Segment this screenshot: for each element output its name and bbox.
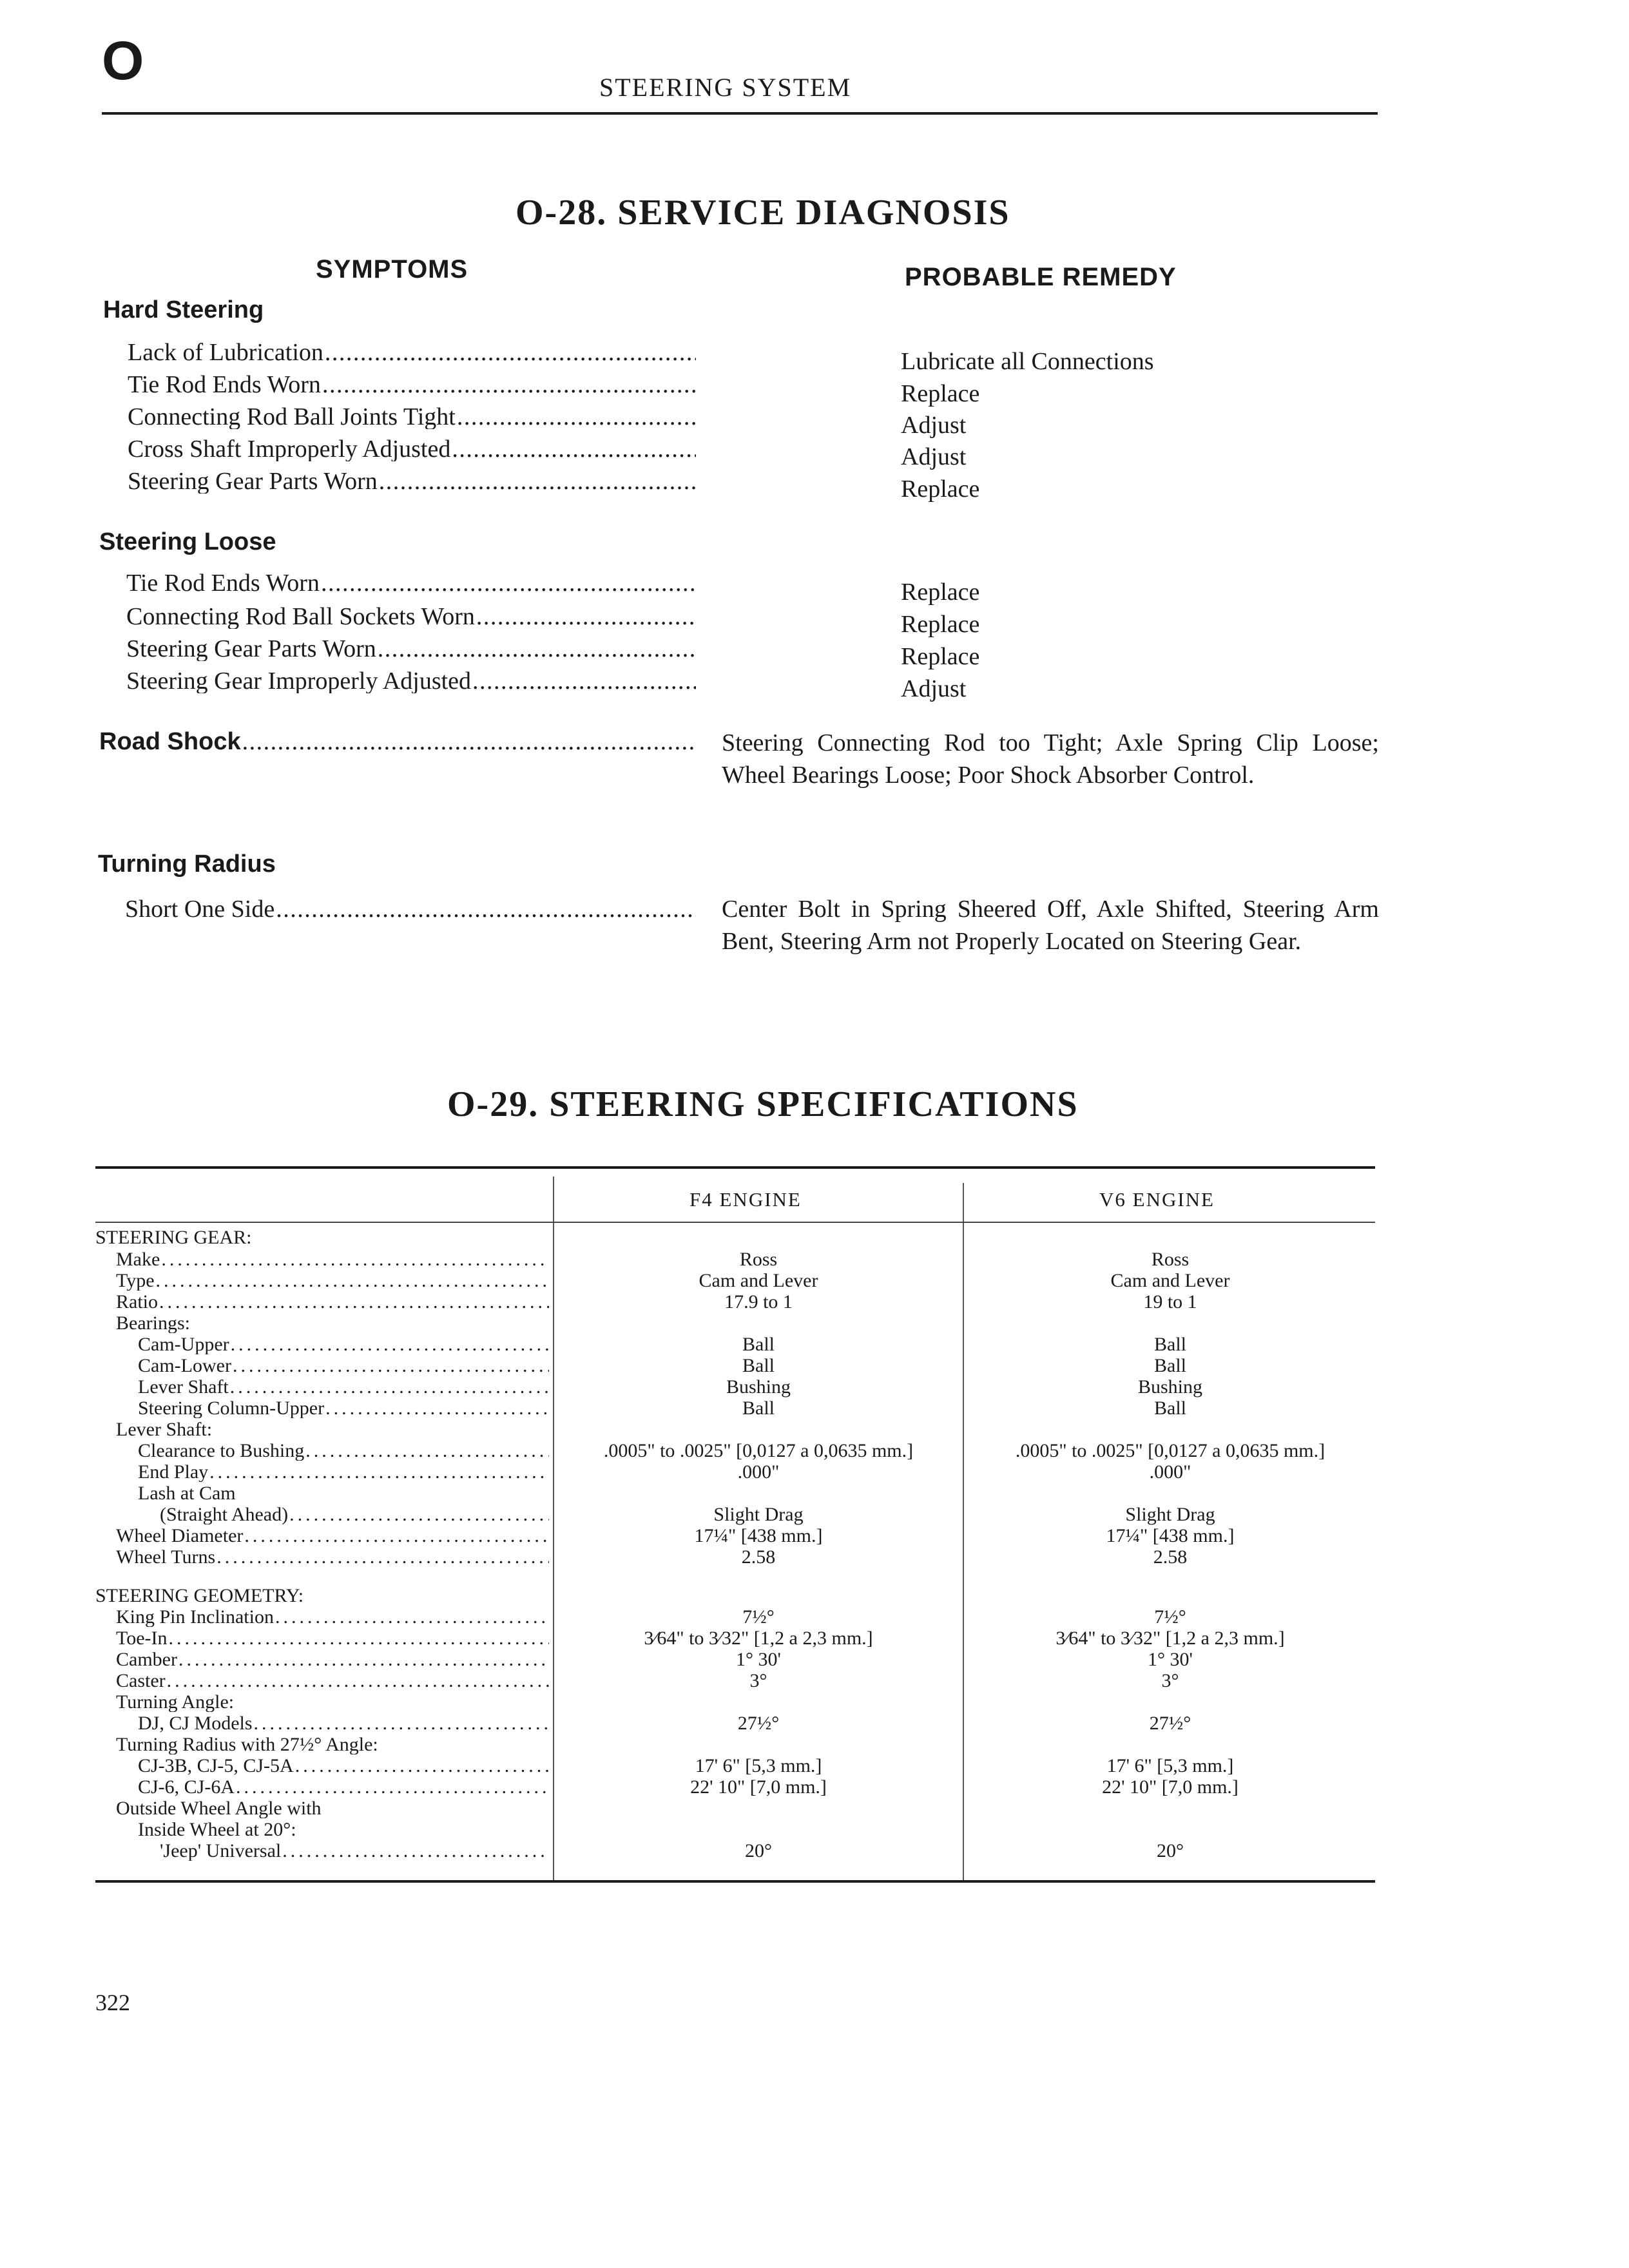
spec-row-label: Cam-Lower ..... [138, 1356, 549, 1376]
spec-row-label: Make ..... [116, 1250, 549, 1269]
symptoms-heading: SYMPTOMS [316, 255, 468, 284]
spec-row-label: Bearings: [116, 1314, 190, 1333]
spec-value-f4: Slight Drag [713, 1504, 804, 1525]
remedy-text: Adjust [901, 675, 967, 702]
spec-row-label: Lash at Cam [138, 1484, 236, 1503]
spec-value-f4: 17¼" [438 mm.] [694, 1525, 823, 1546]
spec-row-label: Outside Wheel Angle with [116, 1799, 322, 1818]
group-heading: STEERING GEAR: [95, 1228, 252, 1247]
spec-row-label: Toe-In ..... [116, 1629, 549, 1648]
spec-value-f4: .0005" to .0025" [0,0127 a 0,0635 mm.] [603, 1440, 914, 1461]
spec-value-f4: .000" [737, 1461, 780, 1483]
spec-value-f4: 3° [749, 1670, 767, 1691]
symptom-line: Connecting Rod Ball Sockets Worn . . . [126, 604, 696, 629]
symptom-line: Steering Gear Parts Worn . . . [128, 469, 696, 494]
spec-value-v6: 1° 30' [1148, 1649, 1193, 1670]
spec-row-label: End Play ..... [138, 1463, 549, 1482]
table-bottom-rule [95, 1880, 1375, 1883]
spec-value-f4: Ross [739, 1249, 778, 1270]
spec-value-f4: 2.58 [741, 1546, 776, 1568]
spec-value-f4: 27½° [737, 1713, 780, 1734]
spec-row-label: Wheel Turns ..... [116, 1548, 549, 1567]
group-title-turning-radius: Turning Radius [98, 850, 276, 878]
spec-row-label: Caster ..... [116, 1671, 549, 1691]
spec-row-label: 'Jeep' Universal ..... [160, 1841, 549, 1861]
diagnosis-title: O-28. SERVICE DIAGNOSIS [516, 193, 1010, 233]
section-letter: O [102, 30, 144, 91]
group-heading: STEERING GEOMETRY: [95, 1586, 304, 1606]
spec-row-label: Turning Radius with 27½° Angle: [116, 1735, 378, 1754]
spec-row-label: Steering Column-Upper ..... [138, 1399, 549, 1418]
group-title-hard-steering: Hard Steering [103, 296, 264, 323]
spec-row-label: Clearance to Bushing ..... [138, 1441, 549, 1461]
spec-value-f4: 20° [745, 1840, 772, 1861]
spec-row-label: Ratio ..... [116, 1293, 549, 1312]
remedy-text: Replace [901, 643, 980, 670]
table-top-rule [95, 1166, 1375, 1169]
spec-row-label: King Pin Inclination ..... [116, 1608, 549, 1627]
spec-value-f4: Bushing [726, 1376, 791, 1398]
spec-row-label: Lever Shaft ..... [138, 1378, 549, 1397]
symptom-line: Connecting Rod Ball Joints Tight . . . [128, 405, 696, 429]
running-head: STEERING SYSTEM [599, 73, 852, 102]
column-header-f4: F4 ENGINE [689, 1188, 802, 1211]
header-rule [95, 1222, 1375, 1223]
spec-row-label: Lever Shaft: [116, 1420, 213, 1439]
remedy-paragraph: Steering Connecting Rod too Tight; Axle Spring Clip Loose; Wheel Bearings Loose; Poor Shock Absorber Control. [722, 729, 1379, 789]
spec-value-f4: 3⁄64" to 3⁄32" [1,2 a 2,3 mm.] [644, 1628, 873, 1649]
spec-value-v6: 3⁄64" to 3⁄32" [1,2 a 2,3 mm.] [1055, 1628, 1285, 1649]
header-rule [102, 112, 1378, 115]
symptom-line: Cross Shaft Improperly Adjusted . . . [128, 437, 696, 461]
spec-value-v6: Ball [1154, 1334, 1186, 1355]
remedy-paragraph: Center Bolt in Spring Sheered Off, Axle Shifted, Steering Arm Bent, Steering Arm not Properly Located on Steering Gear. [722, 896, 1379, 955]
spec-value-f4: 17' 6" [5,3 mm.] [695, 1755, 822, 1776]
symptom-line: Steering Gear Parts Worn . . . [126, 637, 696, 661]
spec-value-v6: 17¼" [438 mm.] [1106, 1525, 1235, 1546]
group-title-road-shock: Road Shock . . . [99, 729, 696, 754]
spec-value-v6: 20° [1157, 1840, 1184, 1861]
spec-row-label: Type ..... [116, 1271, 549, 1291]
spec-value-v6: 17' 6" [5,3 mm.] [1106, 1755, 1234, 1776]
spec-row-label: (Straight Ahead) ..... [160, 1505, 549, 1524]
remedy-text: Replace [901, 380, 980, 407]
symptom-line: Short One Side . . . [125, 897, 696, 921]
spec-row-label: Wheel Diameter ..... [116, 1526, 549, 1546]
remedy-text: Adjust [901, 443, 967, 470]
symptom-line: Tie Rod Ends Worn . . . [126, 571, 696, 595]
spec-value-v6: 3° [1161, 1670, 1179, 1691]
spec-row-label: Turning Angle: [116, 1693, 235, 1712]
spec-value-f4: Ball [742, 1334, 775, 1355]
spec-value-v6: Cam and Lever [1110, 1270, 1230, 1291]
spec-row-label: Cam-Upper ..... [138, 1335, 549, 1354]
remedy-text: Replace [901, 611, 980, 638]
spec-row-label: DJ, CJ Models ..... [138, 1714, 549, 1733]
remedy-text: Adjust [901, 412, 967, 439]
symptom-line: Steering Gear Improperly Adjusted . . . [126, 669, 696, 693]
spec-value-f4: 17.9 to 1 [724, 1291, 793, 1312]
spec-value-f4: Ball [742, 1355, 775, 1376]
spec-value-v6: Ball [1154, 1355, 1186, 1376]
symptom-line: Tie Rod Ends Worn . . . [128, 372, 696, 397]
spec-value-v6: Bushing [1137, 1376, 1203, 1398]
spec-row-label: Camber ..... [116, 1650, 549, 1669]
spec-value-f4: Cam and Lever [699, 1270, 818, 1291]
spec-value-f4: Ball [742, 1398, 775, 1419]
symptom-line: Lack of Lubrication . . . [128, 340, 696, 365]
spec-value-f4: 7½° [742, 1606, 775, 1628]
remedy-text: Replace [901, 476, 980, 503]
spec-row-label: Inside Wheel at 20°: [138, 1820, 296, 1840]
spec-value-v6: 27½° [1149, 1713, 1191, 1734]
specs-title: O-29. STEERING SPECIFICATIONS [447, 1084, 1079, 1124]
spec-value-v6: 19 to 1 [1143, 1291, 1197, 1312]
spec-value-v6: .0005" to .0025" [0,0127 a 0,0635 mm.] [1015, 1440, 1325, 1461]
spec-value-v6: Ball [1154, 1398, 1186, 1419]
spec-value-v6: .000" [1149, 1461, 1191, 1483]
spec-value-v6: Slight Drag [1125, 1504, 1215, 1525]
group-title-steering-loose: Steering Loose [99, 528, 276, 555]
spec-value-v6: Ross [1151, 1249, 1190, 1270]
remedy-text: Replace [901, 579, 980, 606]
spec-row-label: CJ-3B, CJ-5, CJ-5A ..... [138, 1756, 549, 1776]
column-header-v6: V6 ENGINE [1099, 1188, 1215, 1211]
remedy-text: Lubricate all Connections [901, 348, 1154, 375]
spec-value-v6: 22' 10" [7,0 mm.] [1102, 1776, 1239, 1798]
spec-value-v6: 7½° [1154, 1606, 1186, 1628]
spec-row-label: CJ-6, CJ-6A ..... [138, 1778, 549, 1797]
spec-value-v6: 2.58 [1153, 1546, 1188, 1568]
page-number: 322 [95, 1990, 130, 2015]
spec-value-f4: 1° 30' [736, 1649, 781, 1670]
remedy-heading: PROBABLE REMEDY [905, 263, 1177, 291]
spec-value-f4: 22' 10" [7,0 mm.] [690, 1776, 827, 1798]
